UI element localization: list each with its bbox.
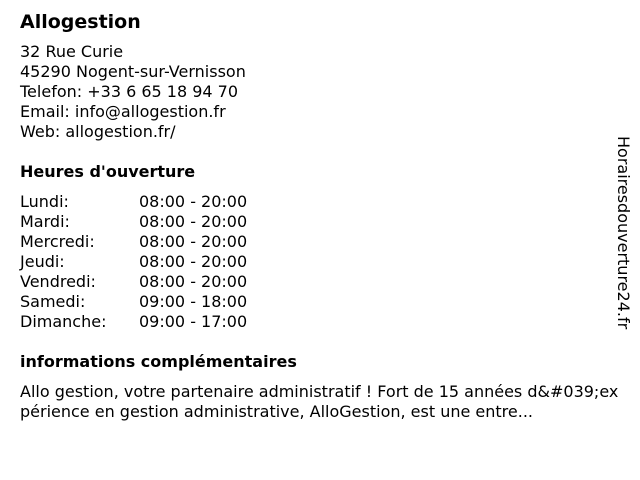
hours-time: 08:00 - 20:00 [139, 232, 248, 251]
hours-time: 08:00 - 20:00 [139, 212, 248, 231]
hours-time: 08:00 - 20:00 [139, 272, 248, 291]
hours-row-thursday [20, 252, 620, 272]
business-name: Allogestion [20, 11, 141, 33]
additional-info-heading: informations complémentaires [20, 352, 297, 371]
hours-time: 08:00 - 20:00 [139, 192, 248, 211]
hours-time: 08:00 - 20:00 [139, 252, 248, 271]
watermark [613, 136, 633, 346]
opening-hours-heading: Heures d'ouverture [20, 162, 196, 181]
address-line-1: 32 Rue Curie [20, 42, 124, 61]
business-card [20, 10, 620, 422]
hours-day-label: Vendredi: [20, 272, 96, 291]
hours-day-label: Lundi: [20, 192, 69, 211]
website-line: Web: allogestion.fr/ [20, 122, 176, 141]
address-line-2: 45290 Nogent-sur-Vernisson [20, 62, 246, 81]
hours-day-label: Samedi: [20, 292, 86, 311]
hours-row-tuesday [20, 212, 620, 232]
opening-hours-table [20, 192, 620, 332]
hours-day-label: Jeudi: [20, 252, 65, 271]
hours-day-label: Mercredi: [20, 232, 95, 251]
hours-time: 09:00 - 18:00 [139, 292, 248, 311]
phone-line: Telefon: +33 6 65 18 94 70 [20, 82, 239, 101]
hours-row-monday [20, 192, 620, 212]
hours-row-sunday [20, 312, 620, 332]
hours-day-label: Dimanche: [20, 312, 107, 331]
additional-info-text: Allo gestion, votre partenaire administratif ! Fort de 15 années d&#039;expérience en gestion administrative, AlloGestion, est une entre... [20, 382, 619, 421]
hours-row-saturday [20, 292, 620, 312]
watermark-text: Horairesdouverture24.fr [614, 136, 633, 330]
hours-time: 09:00 - 17:00 [139, 312, 248, 331]
hours-row-friday [20, 272, 620, 292]
email-line: Email: info@allogestion.fr [20, 102, 226, 121]
hours-row-wednesday [20, 232, 620, 252]
hours-day-label: Mardi: [20, 212, 70, 231]
